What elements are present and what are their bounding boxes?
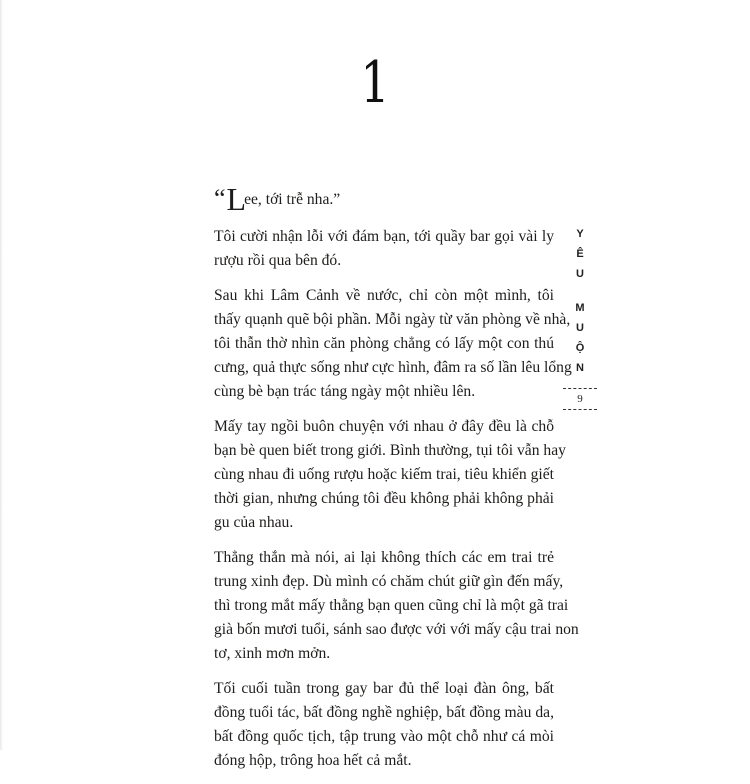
paragraph-2 [214, 225, 554, 273]
paragraph-line: cưng, quả thực sống như cực hình, đâm ra số lần lêu lổng [214, 359, 572, 376]
paragraph-line: đóng hộp, trông hoa hết cả mắt. [214, 752, 412, 769]
paragraph-line: cùng bè bạn trác táng ngày một nhiều lên. [214, 383, 476, 400]
paragraph-line: bất đồng quốc tịch, tập trung vào một chỗ như cá mòi [214, 728, 554, 745]
paragraph-1 [214, 181, 554, 217]
chapter-body [214, 181, 579, 784]
running-title-letter: Ê [576, 248, 584, 260]
page-number: 9 [577, 393, 583, 405]
paragraph-line: già bốn mươi tuổi, sánh sao được với với mấy cậu trai non [214, 621, 579, 638]
drop-initial: L [226, 181, 247, 217]
folio-rule-bottom [563, 409, 597, 410]
paragraph-line: Thẳng thắn mà nói, ai lại không thích các em trai trẻ [214, 549, 554, 566]
running-title-letter: U [576, 322, 584, 334]
paragraph-6 [214, 677, 554, 773]
paragraph-line: tơ, xinh mơn mởn. [214, 645, 331, 662]
paragraph-line: thì trong mắt mấy thằng bạn quen cũng chỉ là một gã trai [214, 597, 569, 614]
paragraph-line: Mấy tay ngồi buôn chuyện với nhau ở đây đều là chỗ [214, 418, 554, 435]
page-number-block [563, 388, 597, 410]
paragraph-4 [214, 415, 566, 535]
paragraph-line: Sau khi Lâm Cảnh về nước, chỉ còn một mình, tôi [214, 287, 554, 304]
running-title-letter: N [576, 362, 584, 374]
running-title-vertical [572, 224, 588, 378]
paragraph-text: ee, tới trễ nha.” [244, 191, 341, 208]
paragraph-line: thời gian, nhưng chúng tôi đều không phải không phải [214, 490, 554, 507]
paragraph-3 [214, 284, 572, 404]
paragraph-line: tôi thẫn thờ nhìn căn phòng chẳng có lấy một con thú [214, 335, 554, 352]
paragraph-line: Tôi cười nhận lỗi với đám bạn, tới quầy bar gọi vài ly [214, 228, 554, 245]
paragraph-line [214, 181, 554, 217]
running-title-letter: Ộ [575, 342, 585, 354]
paragraph-line: bạn bè quen biết trong giới. Bình thường, tụi tôi vẫn hay [214, 442, 566, 459]
paragraph-line: đồng tuổi tác, bất đồng nghề nghiệp, bất đồng màu da, [214, 704, 554, 721]
paragraph-line: trung xinh đẹp. Dù mình có chăm chút giữ gìn đến mấy, [214, 573, 564, 590]
paragraph-line: cùng nhau đi uống rượu hoặc kiếm trai, tiêu khiển giết [214, 466, 554, 483]
running-title-gap [572, 284, 588, 298]
running-title-letter: Y [576, 228, 584, 240]
page-edge-shadow [0, 0, 3, 750]
paragraph-line: gu của nhau. [214, 514, 294, 531]
running-title-letter: M [575, 302, 585, 314]
running-title-letter: U [576, 268, 584, 280]
paragraph-line: Tối cuối tuần trong gay bar đủ thể loại đàn ông, bất [214, 680, 554, 697]
paragraph-5 [214, 546, 579, 666]
chapter-number: 1 [360, 48, 390, 116]
paragraph-line: rượu rồi qua bên đó. [214, 252, 342, 269]
opening-quote: “ [214, 184, 226, 213]
paragraph-line: thấy quạnh quẽ bội phần. Mỗi ngày từ văn phòng về nhà, [214, 311, 571, 328]
